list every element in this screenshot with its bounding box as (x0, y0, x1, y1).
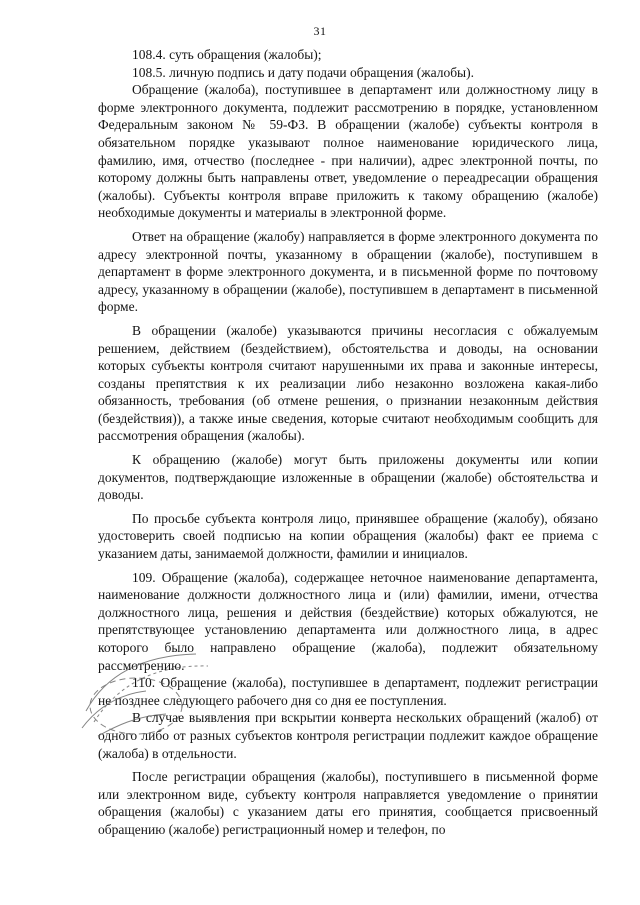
paragraph-section-109: 109. Обращение (жалоба), содержащее неточное наименование департамента, наименование должности должностного лица и (или) фамилии, имени, отчества должностного лица, решения и действия (бездействие) которых обжалуются, не препятствующее установлению департамента или должностного лица, в адрес которого было направлено обращение (жалоба), подлежит обязательному рассмотрению. (98, 569, 598, 673)
paragraph-registration-notice: После регистрации обращения (жалобы), поступившего в письменной форме или электронном виде, субъекту контроля направляется уведомление о принятии обращения (жалобы) с указанием даты его принятия, сообщается присвоенный обращению (жалобе) регистрационный номер и телефон, по (98, 769, 598, 837)
list-item-108-5: 108.5. личную подпись и дату подачи обращения (жалобы). (132, 64, 475, 80)
document-body (98, 46, 598, 845)
list-item-108-4: 108.4. суть обращения (жалобы); (132, 47, 322, 62)
page-number: 31 (313, 24, 327, 38)
paragraph-attachments: К обращению (жалобе) могут быть приложены документы или копии документов, подтверждающие изложенные в обращении (жалобе) обстоятельства и доводы. (98, 452, 598, 503)
paragraph-complaint-contents: В обращении (жалобе) указываются причины несогласия с обжалуемым решением, действием (бездействием), обстоятельства и доводы, на основании которых субъекты контроля считают нарушенными их права и законные интересы, созданы препятствия к их реализации либо незаконно возложена какая-либо обязанность, требования (об отмене решения, о признании незаконным действия (бездействия)), а также иные сведения, которые считают необходимым сообщить для рассмотрения обращения (жалобы). (98, 322, 598, 444)
paragraph-multiple-complaints: В случае выявления при вскрытии конверта нескольких обращений (жалоб) от одного либо от разных субъектов контроля регистрации подлежит каждое обращение (жалоба) в отдельности. (98, 710, 598, 761)
paragraph-electronic-complaint: Обращение (жалоба), поступившее в департамент или должностному лицу в форме электронного документа, подлежит рассмотрению в порядке, установленном Федеральным законом № 59-ФЗ. В обращении (жалобе) субъекты контроля в обязательном порядке указывают полное наименование юридического лица, фамилию, имя, отчество (последнее - при наличии), адрес электронной почты, по которому должны быть направлены ответ, уведомление о переадресации обращения (жалобы). Субъекты контроля вправе приложить к такому обращению (жалобе) необходимые документы и материалы в электронной форме. (98, 82, 598, 221)
paragraph-section-110: 110. Обращение (жалоба), поступившее в департамент, подлежит регистрации не позднее следующего рабочего дня со дня ее поступления. (98, 675, 598, 708)
paragraph-receipt-certification: По просьбе субъекта контроля лицо, принявшее обращение (жалобу), обязано удостоверить своей подписью на копии обращения (жалобы) факт ее приема с указанием даты, занимаемой должности, фамилии и инициалов. (98, 510, 598, 562)
paragraph-response-delivery: Ответ на обращение (жалобу) направляется в форме электронного документа по адресу электронной почты, указанному в обращении (жалобе), поступившем в департамент в форме электронного документа, и в письменной форме по почтовому адресу, указанному в обращении (жалобе), поступившем в департамент в письменной форме. (98, 228, 598, 315)
